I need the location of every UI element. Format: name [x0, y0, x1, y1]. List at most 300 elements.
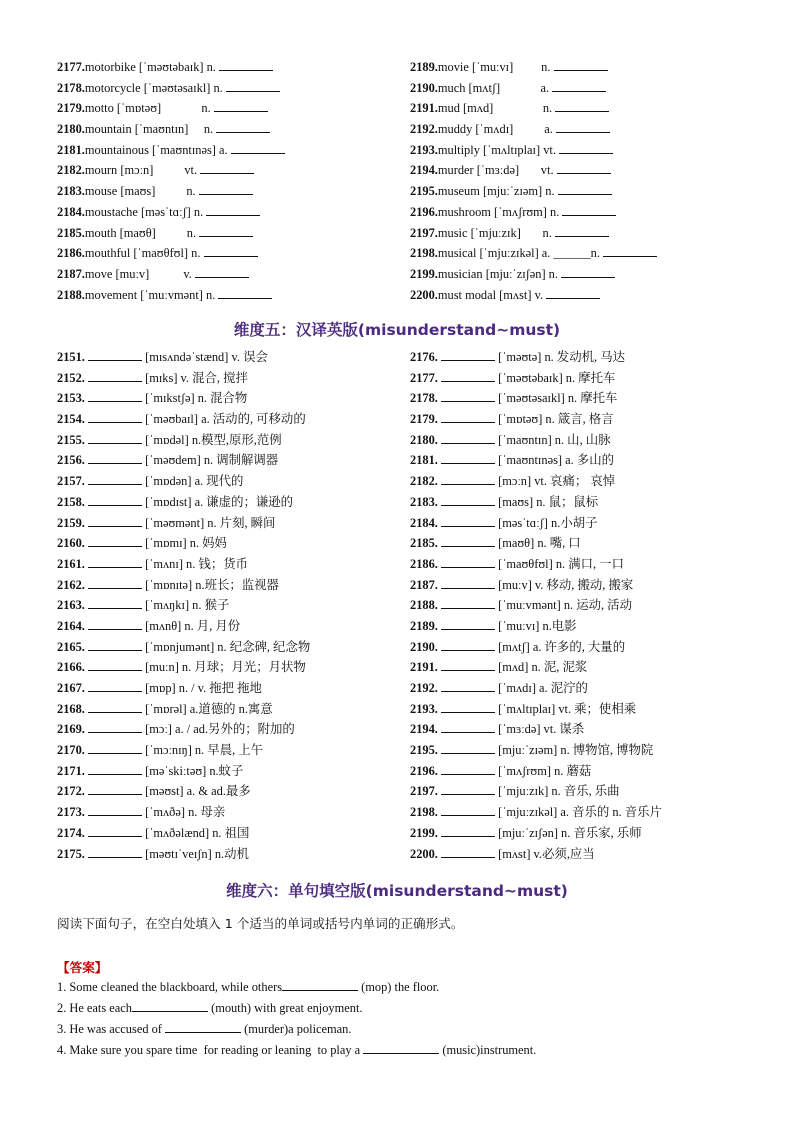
- answer-blank[interactable]: [216, 120, 270, 133]
- translation-item: [410, 761, 662, 782]
- item-definition: [mʌst] v.必须,应当: [495, 846, 595, 861]
- answer-blank[interactable]: [561, 265, 615, 278]
- answer-blank[interactable]: [204, 244, 258, 257]
- item-definition: [mɔː] a. / ad.另外的；附加的: [142, 722, 295, 737]
- item-number: 2191.: [410, 101, 438, 116]
- answer-blank[interactable]: [200, 161, 254, 174]
- item-definition: [mjuːˈzɪʃən] n. 音乐家, 乐师: [495, 825, 642, 840]
- translation-item: [57, 450, 310, 471]
- sentence-blank[interactable]: [165, 1020, 241, 1033]
- translation-item: [57, 533, 310, 554]
- item-number: 2173.: [57, 805, 85, 820]
- item-number: 2153.: [57, 391, 85, 406]
- item-definition: [ˈmɔːnɪŋ] n. 早晨, 上午: [142, 743, 264, 758]
- answer-blank[interactable]: [88, 514, 142, 527]
- translation-item: [410, 699, 662, 720]
- item-number: 2197.: [410, 225, 438, 240]
- item-number: 2156.: [57, 453, 85, 468]
- item-number: 2182.: [57, 163, 85, 178]
- item-definition: [ˈməʊtəsaɪkl] n. 摩托车: [495, 391, 618, 406]
- sentence-text: 3. He was accused of: [57, 1022, 166, 1036]
- translation-item: [410, 575, 662, 596]
- translation-item: [57, 699, 310, 720]
- answer-blank[interactable]: [555, 224, 609, 237]
- answer-blank[interactable]: [441, 555, 495, 568]
- answer-blank[interactable]: [554, 58, 608, 71]
- translation-item: [410, 844, 662, 865]
- item-number: 2174.: [57, 825, 85, 840]
- item-number: 2162.: [57, 577, 85, 592]
- answer-blank[interactable]: [441, 493, 495, 506]
- translation-item: [57, 492, 310, 513]
- item-word: musical [ˈmjuːzɪkəl] a. ______n.: [437, 246, 604, 261]
- item-number: 2197.: [410, 784, 438, 799]
- item-definition: [ˈmaʊntɪn] n. 山, 山脉: [495, 432, 611, 447]
- item-number: 2196.: [410, 204, 438, 219]
- item-number: 2175.: [57, 846, 85, 861]
- vocab-item: [57, 98, 285, 119]
- answer-blank[interactable]: [88, 658, 142, 671]
- item-number: 2189.: [410, 618, 438, 633]
- item-number: 2193.: [410, 701, 438, 716]
- item-number: 2181.: [410, 453, 438, 468]
- item-number: 2171.: [57, 763, 85, 778]
- answer-blank[interactable]: [88, 700, 142, 713]
- item-number: 2185.: [57, 225, 85, 240]
- translation-item: [410, 719, 662, 740]
- answer-blank[interactable]: [441, 658, 495, 671]
- translation-list-right: [410, 347, 662, 864]
- item-number: 2191.: [410, 660, 438, 675]
- fill-sentence: [57, 999, 363, 1016]
- vocab-list-right: [410, 57, 657, 305]
- item-number: 2190.: [410, 639, 438, 654]
- translation-item: [410, 637, 662, 658]
- item-number: 2198.: [410, 246, 438, 261]
- answer-blank[interactable]: [199, 224, 253, 237]
- item-number: 2178.: [410, 391, 438, 406]
- sentence-text: (music)instrument.: [439, 1043, 537, 1057]
- vocab-item: [410, 160, 657, 181]
- vocab-item: [410, 78, 657, 99]
- item-word: moustache [məsˈtɑːʃ] n.: [84, 204, 207, 219]
- translation-item: [57, 637, 310, 658]
- answer-blank[interactable]: [441, 431, 495, 444]
- answer-blank[interactable]: [441, 348, 495, 361]
- item-definition: [məʊtɪˈveɪʃn] n.动机: [142, 846, 249, 861]
- item-number: 2186.: [57, 246, 85, 261]
- item-number: 2151.: [57, 350, 85, 364]
- item-definition: [mʌd] n. 泥, 泥浆: [495, 660, 588, 675]
- translation-item: [410, 513, 662, 534]
- answer-blank[interactable]: [559, 141, 613, 154]
- vocab-item: [410, 181, 657, 202]
- item-number: 2177.: [57, 60, 85, 74]
- item-number: 2196.: [410, 763, 438, 778]
- answer-blank[interactable]: [88, 410, 142, 423]
- vocab-item: [57, 202, 285, 223]
- translation-item: [410, 823, 662, 844]
- item-number: 2192.: [410, 122, 438, 137]
- item-definition: [məˈskiːtəʊ] n.蚊子: [142, 763, 244, 778]
- item-definition: [ˈmɒdəl] n.模型,原形,范例: [142, 432, 282, 447]
- item-number: 2182.: [410, 474, 438, 489]
- answer-blank[interactable]: [441, 700, 495, 713]
- item-number: 2198.: [410, 805, 438, 820]
- translation-item: [57, 616, 310, 637]
- item-definition: [muːn] n. 月球；月光；月状物: [142, 660, 306, 675]
- item-number: 2188.: [410, 598, 438, 613]
- answer-blank[interactable]: [88, 431, 142, 444]
- item-definition: [ˈmɒnjumənt] n. 纪念碑, 纪念物: [142, 639, 311, 654]
- answer-blank[interactable]: [441, 824, 495, 837]
- item-word: mushroom [ˈmʌʃrʊm] n.: [437, 204, 563, 219]
- item-number: 2187.: [57, 266, 85, 281]
- answer-blank[interactable]: [88, 596, 142, 609]
- item-number: 2194.: [410, 722, 438, 737]
- item-number: 2189.: [410, 60, 438, 74]
- answer-blank[interactable]: [88, 617, 142, 630]
- translation-item: [410, 368, 662, 389]
- translation-item: [410, 409, 662, 430]
- item-definition: [ˈmuːvɪ] n.电影: [495, 618, 577, 633]
- item-definition: [ˈmɒnɪtə] n.班长；监视器: [142, 577, 279, 592]
- instruction-text: 阅读下面句子，在空白处填入 1 个适当的单词或括号内单词的正确形式。: [57, 916, 464, 931]
- item-number: 2165.: [57, 639, 85, 654]
- vocab-item: [410, 202, 657, 223]
- answer-blank[interactable]: [88, 493, 142, 506]
- item-word: mouse [maʊs] n.: [84, 184, 199, 199]
- item-number: 2200.: [410, 287, 438, 302]
- answer-blank[interactable]: [88, 389, 142, 402]
- item-definition: [ˈmʌltɪplaɪ] vt. 乘；使相乘: [495, 701, 637, 716]
- answer-blank[interactable]: [88, 741, 142, 754]
- answer-blank[interactable]: [88, 679, 142, 692]
- answer-blank[interactable]: [88, 845, 142, 858]
- item-definition: [ˈmaʊθfʊl] n. 满口, 一口: [495, 556, 624, 571]
- answer-blank[interactable]: [555, 99, 609, 112]
- item-word: mouth [maʊθ] n.: [84, 225, 200, 240]
- vocab-item: [410, 223, 657, 244]
- item-number: 2163.: [57, 598, 85, 613]
- vocab-item: [57, 119, 285, 140]
- answer-blank[interactable]: [88, 555, 142, 568]
- sentence-text: (mop) the floor.: [358, 980, 440, 994]
- fill-sentence: [57, 1020, 351, 1037]
- vocab-item: [410, 119, 657, 140]
- translation-list-left: [57, 347, 310, 864]
- item-number: 2199.: [410, 825, 438, 840]
- item-word: must modal [mʌst] v.: [437, 287, 547, 302]
- item-word: mourn [mɔːn] vt.: [84, 163, 201, 178]
- answer-blank[interactable]: [88, 369, 142, 382]
- answer-blank[interactable]: [88, 638, 142, 651]
- answer-blank[interactable]: [441, 845, 495, 858]
- translation-item: [57, 575, 310, 596]
- answer-blank[interactable]: [441, 451, 495, 464]
- translation-item: [410, 740, 662, 761]
- answer-blank[interactable]: [441, 410, 495, 423]
- vocab-item: [57, 223, 285, 244]
- item-definition: [ˈməʊmənt] n. 片刻, 瞬间: [142, 515, 276, 530]
- item-word: movement [ˈmuːvmənt] n.: [84, 287, 219, 302]
- vocab-item: [57, 57, 285, 78]
- item-definition: [ˈməʊbaɪl] a. 活动的, 可移动的: [142, 412, 306, 427]
- answer-blank[interactable]: [88, 803, 142, 816]
- item-definition: [ˈmjuːzɪk] n. 音乐, 乐曲: [495, 784, 620, 799]
- item-number: 2200.: [410, 846, 438, 861]
- item-number: 2167.: [57, 681, 85, 695]
- vocab-item: [57, 140, 285, 161]
- item-definition: [maʊθ] n. 嘴, 口: [495, 536, 581, 551]
- translation-item: [410, 533, 662, 554]
- translation-item: [57, 347, 310, 368]
- translation-item: [57, 802, 310, 823]
- item-number: 2181.: [57, 142, 85, 157]
- item-definition: [ˈməʊdem] n. 调制解调器: [142, 453, 279, 468]
- fill-sentence: [57, 1041, 536, 1058]
- item-word: murder [ˈmɜːdə] vt.: [437, 163, 557, 178]
- item-number: 2172.: [57, 784, 85, 799]
- vocab-item: [410, 98, 657, 119]
- item-definition: [ˈmɜːdə] vt. 谋杀: [495, 722, 585, 737]
- item-definition: [məʊst] a. & ad.最多: [142, 784, 251, 799]
- item-definition: [muːv] v. 移动, 搬动, 搬家: [495, 577, 634, 592]
- sentence-text: (murder)a policeman.: [241, 1022, 352, 1036]
- answer-blank[interactable]: [195, 265, 249, 278]
- item-definition: [ˈmʌðə] n. 母亲: [142, 805, 226, 820]
- answer-blank[interactable]: [88, 472, 142, 485]
- item-number: 2159.: [57, 515, 85, 530]
- item-number: 2166.: [57, 660, 85, 675]
- answer-blank[interactable]: [226, 79, 280, 92]
- item-definition: [mɪks] v. 混合, 搅拌: [142, 370, 248, 385]
- item-word: museum [mjuːˈzɪəm] n.: [437, 184, 558, 199]
- section-heading-5: 维度五：汉译英版(misunderstand~must): [233, 321, 561, 339]
- item-definition: [məsˈtɑːʃ] n.小胡子: [495, 515, 598, 530]
- answer-blank[interactable]: [441, 638, 495, 651]
- answer-blank[interactable]: [562, 203, 616, 216]
- item-word: motto [ˈmɒtəʊ] n.: [84, 101, 214, 116]
- item-number: 2164.: [57, 618, 85, 633]
- item-definition: [ˈmʌŋkɪ] n. 猴子: [142, 598, 230, 613]
- item-number: 2160.: [57, 536, 85, 551]
- answer-blank[interactable]: [441, 514, 495, 527]
- item-word: mud [mʌd] n.: [437, 101, 556, 116]
- answer-blank[interactable]: [558, 182, 612, 195]
- answer-blank[interactable]: [441, 369, 495, 382]
- item-definition: [ˈmjuːzɪkəl] a. 音乐的 n. 音乐片: [495, 805, 662, 820]
- item-word: multiply [ˈmʌltɪplaɪ] vt.: [437, 142, 560, 157]
- answer-blank[interactable]: [199, 182, 253, 195]
- item-word: musician [mjuːˈzɪʃən] n.: [437, 266, 562, 281]
- item-word: mountain [ˈmaʊntɪn] n.: [84, 122, 217, 137]
- answer-blank[interactable]: [231, 141, 285, 154]
- item-number: 2179.: [57, 101, 85, 116]
- item-definition: [ˈmɪkstʃə] n. 混合物: [142, 391, 248, 406]
- sentence-blank[interactable]: [132, 999, 208, 1012]
- answer-blank[interactable]: [218, 286, 272, 299]
- item-number: 2184.: [410, 515, 438, 530]
- item-number: 2152.: [57, 370, 85, 385]
- item-number: 2187.: [410, 577, 438, 592]
- translation-item: [410, 781, 662, 802]
- item-number: 2178.: [57, 80, 85, 95]
- item-number: 2188.: [57, 287, 85, 302]
- item-number: 2179.: [410, 412, 438, 427]
- answer-blank[interactable]: [206, 203, 260, 216]
- answer-blank[interactable]: [88, 720, 142, 733]
- vocab-list-left: [57, 57, 285, 305]
- translation-item: [57, 781, 310, 802]
- translation-item: [410, 595, 662, 616]
- vocab-item: [57, 160, 285, 181]
- answer-blank[interactable]: [88, 824, 142, 837]
- item-definition: [mɔːn] vt. 哀痛； 哀悼: [495, 474, 616, 489]
- vocab-item: [57, 78, 285, 99]
- translation-item: [410, 388, 662, 409]
- item-definition: [ˈmɒdɪst] a. 谦虚的；谦逊的: [142, 494, 294, 509]
- translation-item: [57, 368, 310, 389]
- answer-blank[interactable]: [441, 803, 495, 816]
- item-word: motorcycle [ˈməʊtəsaɪkl] n.: [84, 80, 226, 95]
- item-definition: [ˈmɒrəl] a.道德的 n.寓意: [142, 701, 273, 716]
- answer-blank[interactable]: [546, 286, 600, 299]
- item-word: music [ˈmjuːzɪk] n.: [437, 225, 555, 240]
- item-number: 2158.: [57, 494, 85, 509]
- answer-blank[interactable]: [88, 762, 142, 775]
- answer-blank[interactable]: [441, 389, 495, 402]
- translation-item: [57, 657, 310, 678]
- translation-item: [57, 678, 310, 699]
- answer-blank[interactable]: [88, 576, 142, 589]
- item-definition: [ˈmʌðəlænd] n. 祖国: [142, 825, 250, 840]
- item-definition: [mjuːˈzɪəm] n. 博物馆, 博物院: [495, 743, 654, 758]
- item-number: 2176.: [410, 350, 438, 364]
- translation-item: [57, 844, 310, 865]
- answer-blank[interactable]: [441, 617, 495, 630]
- item-definition: [ˈmɒmɪ] n. 妈妈: [142, 536, 227, 551]
- answer-blank[interactable]: [88, 348, 142, 361]
- item-definition: [ˈmʌʃrʊm] n. 蘑菇: [495, 763, 592, 778]
- item-number: 2180.: [410, 432, 438, 447]
- item-number: 2157.: [57, 474, 85, 489]
- vocab-item: [410, 140, 657, 161]
- sentence-text: 1. Some cleaned the blackboard, while others: [57, 980, 283, 994]
- item-number: 2199.: [410, 266, 438, 281]
- translation-item: [57, 823, 310, 844]
- answer-blank[interactable]: [557, 161, 611, 174]
- fill-sentence: [57, 978, 439, 995]
- answer-blank[interactable]: [556, 120, 610, 133]
- translation-item: [410, 450, 662, 471]
- item-definition: [mʌtʃ] a. 许多的, 大量的: [495, 639, 626, 654]
- answer-blank[interactable]: [441, 720, 495, 733]
- answer-label: 【答案】: [57, 960, 108, 975]
- section-heading-6: 维度六：单句填空版(misunderstand~must): [226, 882, 568, 900]
- sentence-blank[interactable]: [282, 978, 358, 991]
- translation-item: [57, 388, 310, 409]
- answer-blank[interactable]: [88, 451, 142, 464]
- translation-item: [57, 719, 310, 740]
- item-number: 2195.: [410, 743, 438, 758]
- item-definition: [ˈmɒtəʊ] n. 箴言, 格言: [495, 412, 614, 427]
- item-word: motorbike [ˈməʊtəbaɪk] n.: [84, 60, 219, 74]
- answer-blank[interactable]: [441, 762, 495, 775]
- answer-blank[interactable]: [603, 244, 657, 257]
- item-definition: [ˈmɒdən] a. 现代的: [142, 474, 244, 489]
- translation-item: [410, 492, 662, 513]
- item-definition: [ˈmuːvmənt] n. 运动, 活动: [495, 598, 632, 613]
- item-number: 2177.: [410, 370, 438, 385]
- item-number: 2154.: [57, 412, 85, 427]
- sentence-text: 4. Make sure you spare time for reading or leaning to play a: [57, 1043, 364, 1057]
- sentence-blank[interactable]: [363, 1041, 439, 1054]
- answer-blank[interactable]: [552, 79, 606, 92]
- vocab-item: [410, 264, 657, 285]
- item-word: mouthful [ˈmaʊθfʊl] n.: [84, 246, 204, 261]
- translation-item: [410, 471, 662, 492]
- translation-item: [410, 347, 662, 368]
- item-number: 2170.: [57, 743, 85, 758]
- item-number: 2185.: [410, 536, 438, 551]
- translation-item: [57, 595, 310, 616]
- answer-blank[interactable]: [441, 782, 495, 795]
- translation-item: [410, 616, 662, 637]
- translation-item: [57, 761, 310, 782]
- translation-item: [410, 554, 662, 575]
- answer-blank[interactable]: [214, 99, 268, 112]
- answer-blank[interactable]: [441, 679, 495, 692]
- item-number: 2168.: [57, 701, 85, 716]
- translation-item: [410, 802, 662, 823]
- item-number: 2161.: [57, 556, 85, 571]
- answer-blank[interactable]: [219, 58, 273, 71]
- answer-blank[interactable]: [441, 472, 495, 485]
- item-number: 2183.: [410, 494, 438, 509]
- item-number: 2155.: [57, 432, 85, 447]
- translation-item: [410, 678, 662, 699]
- item-definition: [mɪsʌndəˈstænd] v. 误会: [142, 350, 268, 364]
- item-definition: [ˈməʊtəbaɪk] n. 摩托车: [495, 370, 616, 385]
- item-word: much [mʌtʃ] a.: [437, 80, 553, 95]
- item-number: 2195.: [410, 184, 438, 199]
- translation-item: [57, 513, 310, 534]
- item-number: 2190.: [410, 80, 438, 95]
- item-word: muddy [ˈmʌdɪ] a.: [437, 122, 556, 137]
- translation-item: [57, 471, 310, 492]
- item-definition: [ˈmʌdɪ] a. 泥泞的: [495, 681, 588, 695]
- translation-item: [57, 409, 310, 430]
- vocab-item: [57, 243, 285, 264]
- item-definition: [mɒp] n. / v. 拖把 拖地: [142, 681, 262, 695]
- translation-item: [57, 430, 310, 451]
- item-word: move [muːv] v.: [84, 266, 195, 281]
- vocab-item: [410, 285, 657, 306]
- answer-blank[interactable]: [441, 576, 495, 589]
- vocab-item: [57, 181, 285, 202]
- item-word: movie [ˈmuːvɪ] n.: [437, 60, 554, 74]
- answer-blank[interactable]: [441, 596, 495, 609]
- item-word: mountainous [ˈmaʊntɪnəs] a.: [84, 142, 231, 157]
- answer-blank[interactable]: [88, 782, 142, 795]
- answer-blank[interactable]: [88, 534, 142, 547]
- translation-item: [410, 657, 662, 678]
- item-definition: [mʌnθ] n. 月, 月份: [142, 618, 241, 633]
- item-number: 2183.: [57, 184, 85, 199]
- answer-blank[interactable]: [441, 741, 495, 754]
- answer-blank[interactable]: [441, 534, 495, 547]
